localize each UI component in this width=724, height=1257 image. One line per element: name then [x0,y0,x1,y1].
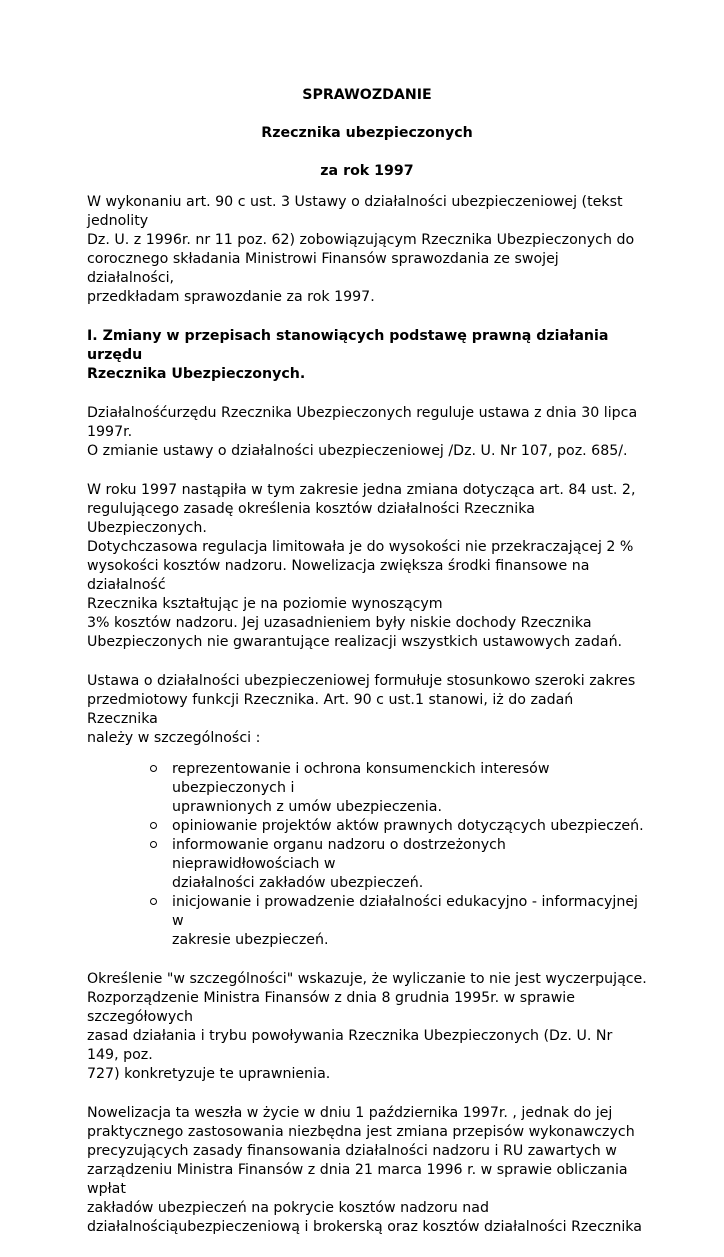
document-page [87,86,647,1257]
circle-bullet-icon [150,822,157,829]
list-item [172,760,647,817]
paragraph-specification: Określenie "w szczególności" wskazuje, że wyliczanie to nie jest wyczerpujące. Rozporządzenie Ministra Finansów z dnia 8 grudnia 1995r. w sprawie szczegółowych zasad działania i trybu powoływania Rzecznika Ubezpieczonych (Dz. U. Nr 149, poz. 727) konkretyzuje te uprawnienia. [87,971,647,1082]
intro-paragraph: W wykonaniu art. 90 c ust. 3 Ustawy o działalności ubezpieczeniowej (tekst jednolity Dz. U. z 1996r. nr 11 poz. 62) zobowiązującym Rzecznika Ubezpieczonych do corocznego składania Ministrowi Finansów sprawozdania ze swojej działalności, przedkładam sprawozdanie za rok 1997. [87,194,635,305]
document-year: za rok 1997 [320,163,414,179]
circle-bullet-icon [150,841,157,848]
paragraph-legal-basis: Działalnośćurzędu Rzecznika Ubezpieczonych reguluje ustawa z dnia 30 lipca 1997r. O zmianie ustawy o działalności ubezpieczeniowej /Dz. U. Nr 107, poz. 685/. [87,405,638,459]
list-item [172,893,647,950]
circle-bullet-icon [150,898,157,905]
list-item-text: opiniowanie projektów aktów prawnych dotyczących ubezpieczeń. [172,818,644,834]
list-item [172,817,647,836]
list-item-text: inicjowanie i prowadzenie działalności edukacyjno - informacyjnej w zakresie ubezpieczeń. [172,894,638,948]
list-item-text: reprezentowanie i ochrona konsumenckich interesów ubezpieczonych i uprawnionych z umów ubezpieczenia. [172,761,550,815]
paragraph-scope: Ustawa o działalności ubezpieczeniowej formułuje stosunkowo szeroki zakres przedmiotowy funkcji Rzecznika. Art. 90 c ust.1 stanowi, iż do zadań Rzecznika należy w szczególności : [87,673,636,746]
section-heading: I. Zmiany w przepisach stanowiących podstawę prawną działania urzędu Rzecznika Ubezpieczonych. [87,328,609,382]
document-subtitle: Rzecznika ubezpieczonych [261,125,473,141]
list-item [172,836,647,893]
circle-bullet-icon [150,765,157,772]
list-item-text: informowanie organu nadzoru o dostrzeżonych nieprawidłowościach w działalności zakładów ubezpieczeń. [172,837,506,891]
document-title: SPRAWOZDANIE [302,87,432,103]
tasks-list [87,760,647,950]
paragraph-amendment: W roku 1997 nastąpiła w tym zakresie jedna zmiana dotycząca art. 84 ust. 2, regulującego zasadę określenia kosztów działalności Rzecznika Ubezpieczonych. Dotychczasowa regulacja limitowała je do wysokości nie przekraczającej 2 % wysokości kosztów nadzoru. Nowelizacja zwiększa środki finansowe na działalność Rzecznika kształtując je na poziomie wynoszącym 3% kosztów nadzoru. Jej uzasadnieniem były niskie dochody Rzecznika Ubezpieczonych nie gwarantujące realizacji wszystkich ustawowych zadań. [87,482,636,650]
paragraph-entry-into-force: Nowelizacja ta weszła w życie w dniu 1 października 1997r. , jednak do jej praktycznego zastosowania niezbędna jest zmiana przepisów wykonawczych precyzujących zasady finansowania działalności nadzoru i RU zawartych w zarządzeniu Ministra Finansów z dnia 21 marca 1996 r. w sprawie obliczania wpłat zakładów ubezpieczeń na pokrycie kosztów nadzoru nad działalnościąubezpieczeniową i brokerską oraz kosztów działalności Rzecznika [87,1105,642,1235]
